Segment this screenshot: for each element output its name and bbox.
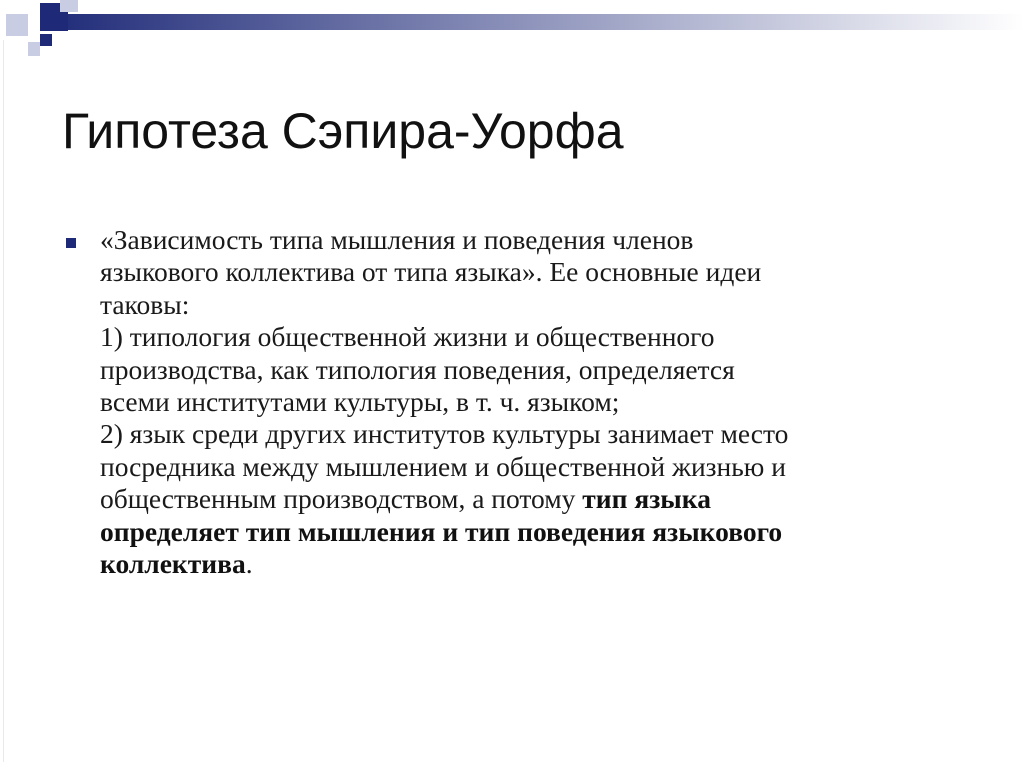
- decor-square-dark: [40, 34, 52, 46]
- emphasis-text: определяет тип мышления и тип поведения языкового: [100, 515, 783, 547]
- text-line: [100, 516, 970, 548]
- bullet-text: [100, 224, 970, 580]
- text-line: таковы:: [100, 288, 190, 320]
- text-line: [100, 548, 970, 580]
- text-line: «Зависимость типа мышления и поведения членов: [100, 224, 694, 255]
- bullet-square-icon: [66, 238, 76, 248]
- header-gradient-bar: [40, 14, 1024, 30]
- text-segment: .: [245, 548, 253, 580]
- emphasis-text: тип языка: [582, 483, 711, 515]
- decor-square-light: [6, 14, 28, 36]
- header-decoration: [0, 0, 1024, 70]
- slide-left-border: [3, 40, 4, 762]
- decor-square-light: [28, 42, 40, 56]
- text-line: посредника между мышлением и общественной жизнью и: [100, 450, 786, 482]
- text-line: 1) типология общественной жизни и общественного: [100, 321, 715, 353]
- text-line: 2) язык среди других институтов культуры занимает место: [100, 418, 789, 450]
- slide-title: Гипотеза Сэпира-Уорфа: [62, 103, 624, 159]
- text-line: [100, 483, 970, 515]
- text-line: всеми институтами культуры, в т. ч. языком;: [100, 386, 620, 418]
- decor-square-light: [60, 0, 78, 12]
- text-line: языкового коллектива от типа языка». Ее основные идеи: [100, 256, 762, 288]
- emphasis-text: коллектива: [100, 548, 246, 580]
- text-segment: общественным производством, а потому: [100, 483, 583, 515]
- text-line: производства, как типология поведения, определяется: [100, 353, 735, 385]
